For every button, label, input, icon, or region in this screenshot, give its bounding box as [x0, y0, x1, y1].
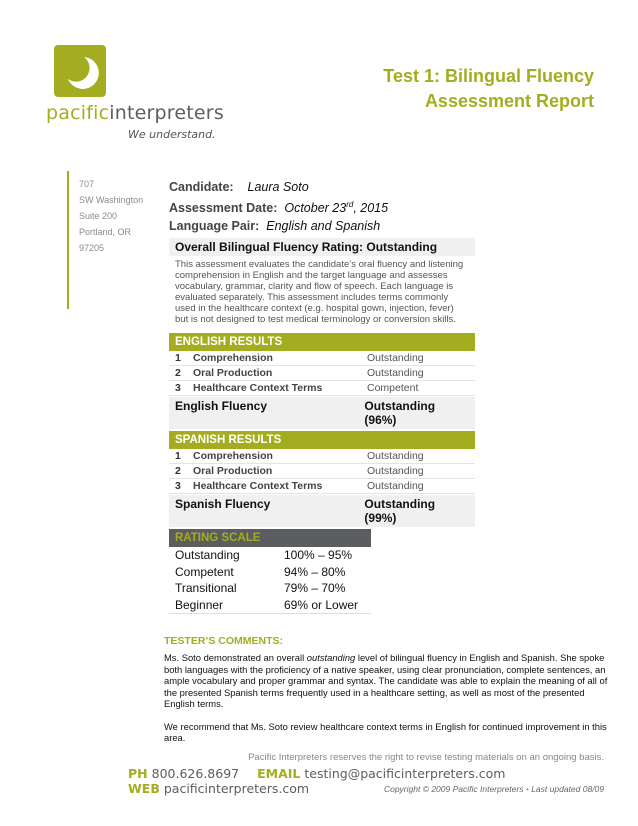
english-results-section [169, 333, 475, 429]
spanish-results-section [169, 431, 475, 527]
logo-wordmark [46, 102, 224, 124]
address-line: Suite 200 [79, 211, 118, 221]
candidate-row [169, 178, 388, 196]
language-label: Language Pair: [169, 219, 260, 234]
phone-label: PH [128, 766, 148, 781]
date-label: Assessment Date: [169, 201, 278, 216]
overall-rating-section [169, 238, 475, 328]
address-line: SW Washington [79, 195, 144, 205]
web-label: WEB [128, 781, 160, 796]
language-row [169, 217, 388, 235]
table-row: Transitional 79% – 70% [175, 581, 346, 595]
logo-mark [54, 45, 106, 97]
language-pair: English and Spanish [266, 219, 381, 234]
table-row: 2 Oral Production Outstanding [169, 366, 475, 381]
address-divider [67, 171, 69, 309]
candidate-label: Candidate: [169, 180, 234, 194]
table-row: 2 Oral Production Outstanding [169, 464, 475, 479]
table-row: Beginner 69% or Lower [175, 597, 359, 612]
table-row: 1 Comprehension Outstanding [169, 449, 475, 464]
date-row [169, 196, 388, 217]
moon-icon [54, 45, 106, 97]
assessment-date: October 23rd, 2015 [284, 200, 389, 216]
overall-rating-description: This assessment evaluates the candidate’s oral fluency and listening comprehension in English and the target language and assesses vocabulary, grammar, clarity and flow of speech. Each language is evaluated separately. This assessment includes terms commonly used in the healthcare context (e.g. hospital gown, injection, fever) but is not designed to test medical terminology or conversion skills. [175, 259, 464, 325]
table-row: 1 Comprehension Outstanding [169, 351, 475, 366]
web-link[interactable]: pacificinterpreters.com [163, 781, 310, 796]
tagline: We understand. [128, 128, 216, 141]
footer-notice: Pacific Interpreters reserves the right to revise testing materials on an ongoing basis. [248, 752, 604, 763]
rating-scale-heading: RATING SCALE [169, 529, 371, 547]
table-row: 3 Healthcare Context Terms Outstanding [169, 479, 475, 494]
table-row: Outstanding 100% – 95% [175, 548, 353, 562]
logo-word-pacific: pacific [46, 102, 110, 124]
address-line: Portland, OR [79, 227, 132, 237]
english-fluency-total: English Fluency Outstanding (96%) [169, 397, 475, 429]
report-title [383, 64, 594, 114]
spanish-results-heading: SPANISH RESULTS [169, 431, 475, 449]
english-results-heading: ENGLISH RESULTS [169, 333, 475, 351]
email-link[interactable]: testing@pacificinterpreters.com [304, 766, 506, 781]
comments-paragraph: Ms. Soto demonstrated an overall outstanding level of bilingual fluency in English and Spanish. She spoke both languages with the proficiency of a native speaker, using clear pronunciation, complete sentences, an ample vocabulary and proper grammar and syntax. The candidate was able to explain the meaning of all of the presented Spanish terms frequently used in a healthcare setting, as well as most of the presented English terms. [164, 652, 608, 709]
comments-heading: TESTER’S COMMENTS: [164, 635, 284, 647]
address-block [79, 176, 143, 256]
candidate-name: Laura Soto [247, 180, 309, 194]
phone-number: 800.626.8697 [151, 766, 240, 781]
email-label: EMAIL [257, 766, 301, 781]
candidate-info [169, 178, 388, 235]
comments-paragraph: We recommend that Ms. Soto review healthcare context terms in English for continued improvement in this area. [164, 720, 607, 743]
address-line: 97205 [79, 243, 105, 253]
table-row: Competent 94% – 80% [175, 564, 346, 579]
title-line-1: Test 1: Bilingual Fluency [383, 66, 594, 86]
table-row: 3 Healthcare Context Terms Competent [169, 381, 475, 396]
spanish-fluency-total: Spanish Fluency Outstanding (99%) [169, 495, 475, 527]
address-line: 707 [79, 179, 95, 189]
tester-comments [164, 635, 614, 755]
overall-rating-heading: Overall Bilingual Fluency Rating: Outstanding [169, 238, 475, 256]
rating-scale-section [169, 529, 371, 614]
title-line-2: Assessment Report [424, 91, 594, 111]
logo-word-interpreters: interpreters [109, 102, 224, 124]
footer-copyright: Copyright © 2009 Pacific Interpreters • Last updated 08/09 [383, 784, 604, 794]
